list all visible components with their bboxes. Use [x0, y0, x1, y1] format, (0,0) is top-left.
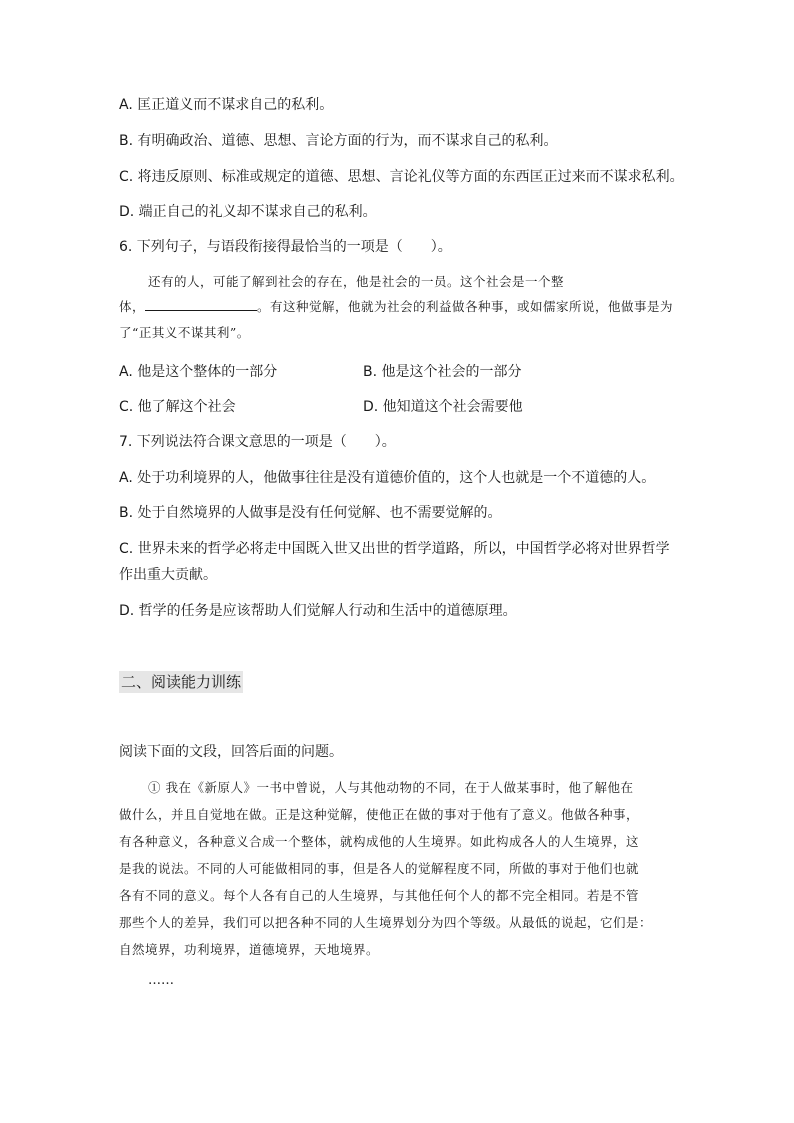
q7-option-b: B. 处于自然境界的人做事是没有任何觉解、也不需要觉解的。 — [119, 505, 502, 521]
q6-option-a: A. 他是这个整体的一部分 — [119, 364, 278, 380]
q5-option-d: D. 端正自己的礼义却不谋求自己的私利。 — [119, 204, 377, 220]
q7-option-d: D. 哲学的任务是应该帮助人们觉解人行动和生活中的道德原理。 — [119, 603, 517, 619]
passage-line-7: 自然境界，功利境界，道德境界，天地境界。 — [119, 942, 380, 957]
reading-instruction: 阅读下面的文段，回答后面的问题。 — [119, 744, 343, 760]
q6-option-c: C. 他了解这个社会 — [119, 399, 236, 415]
passage-line-3: 有各种意义，各种意义合成一个整体，就构成他的人生境界。如此构成各人的人生境界，这 — [119, 834, 640, 849]
q7-option-c-line-1: C. 世界未来的哲学必将走中国既入世又出世的哲学道路，所以，中国哲学必将对世界哲学 — [119, 541, 670, 557]
q6-option-d: D. 他知道这个社会需要他 — [363, 399, 523, 415]
q6-passage-line-3: 了“正其义不谋其利”。 — [119, 325, 250, 340]
q5-option-c: C. 将违反原则、标准或规定的道德、思想、言论礼仪等方面的东西匡正过来而不谋求私利。 — [119, 169, 684, 185]
passage-line-5: 各有不同的意义。每个人各有自己的人生境界，与其他任何个人的都不完全相同。若是不管 — [119, 888, 640, 903]
q5-option-a: A. 匡正道义而不谋求自己的私利。 — [119, 97, 334, 113]
q6-passage-line-2-after: 。有这种觉解，他就为社会的利益做各种事，或如儒家所说，他做事是为 — [257, 299, 674, 314]
section-heading: 二、阅读能力训练 — [121, 673, 242, 691]
q7-option-a: A. 处于功利境界的人，他做事往往是没有道德价值的，这个人也就是一个不道德的人。 — [119, 470, 656, 486]
q6-passage-line-1: 还有的人，可能了解到社会的存在，他是社会的一员。这个社会是一个整 — [148, 274, 565, 289]
q6-passage-line-2-before: 体， — [119, 299, 146, 314]
q6-option-b: B. 他是这个社会的一部分 — [363, 364, 522, 380]
q7-option-c-line-2: 作出重大贡献。 — [119, 567, 217, 583]
q7-stem: 7. 下列说法符合课文意思的一项是（ ）。 — [119, 434, 396, 450]
passage-line-6: 那些个人的差异，我们可以把各种不同的人生境界划分为四个等级。从最低的说起，它们是： — [119, 915, 653, 930]
q6-stem: 6. 下列句子，与语段衔接得最恰当的一项是（ ）。 — [119, 239, 452, 255]
passage-line-4: 是我的说法。不同的人可能做相同的事，但是各人的觉解程度不同，所做的事对于他们也就 — [119, 861, 640, 876]
q6-passage-line-2 — [119, 298, 673, 316]
q6-answer-blank — [145, 298, 257, 311]
passage-line-2: 做什么，并且自觉地在做。正是这种觉解，使他正在做的事对于他有了意义。他做各种事， — [119, 807, 640, 822]
passage-ellipsis: …… — [148, 973, 174, 988]
passage-line-1: ① 我在《新原人》一书中曾说，人与其他动物的不同，在于人做某事时，他了解他在 — [148, 780, 634, 795]
q5-option-b: B. 有明确政治、道德、思想、言论方面的行为，而不谋求自己的私利。 — [119, 133, 558, 149]
